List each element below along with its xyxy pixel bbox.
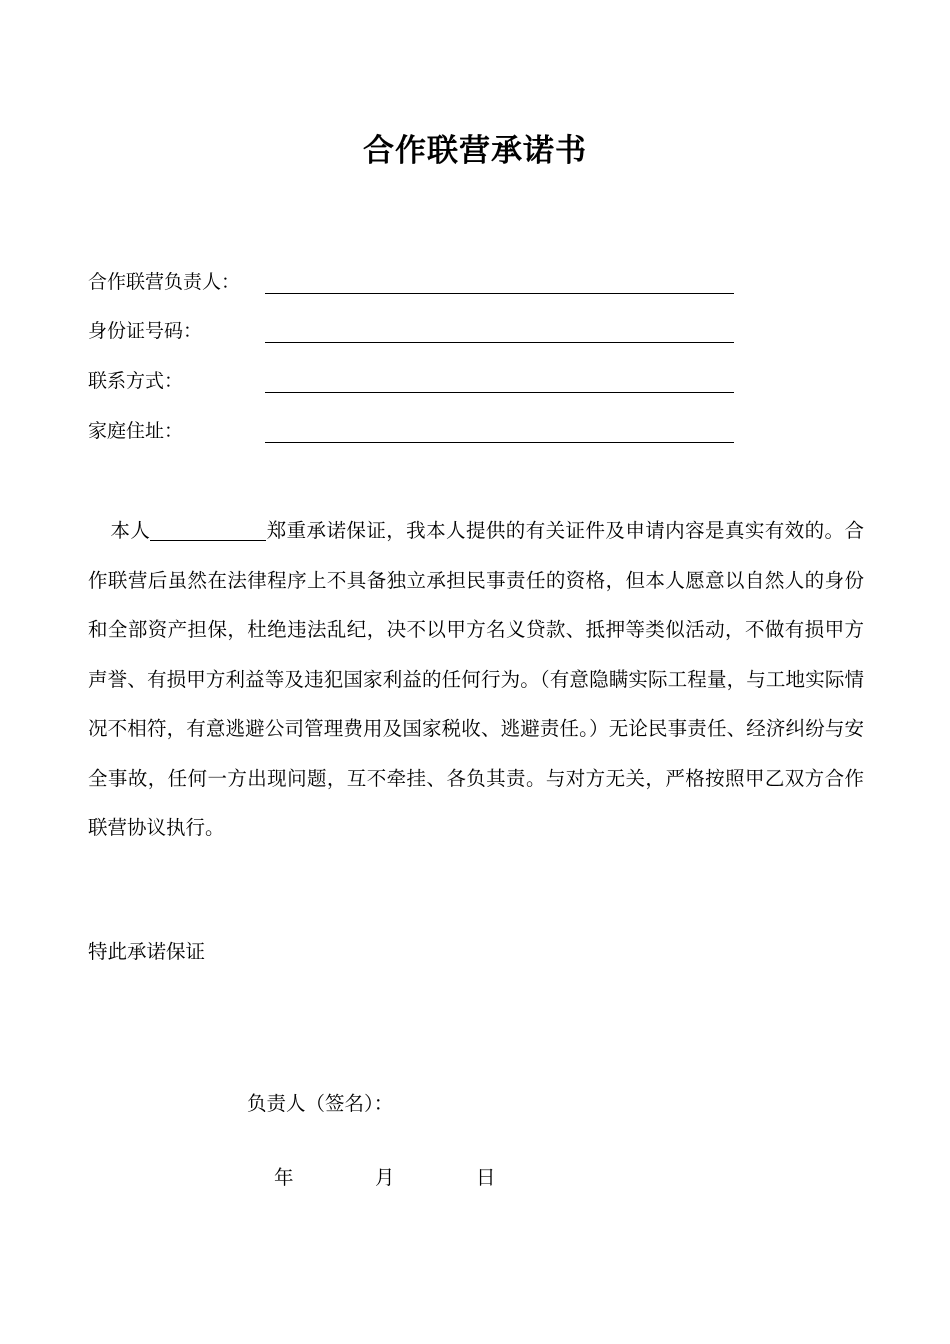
date-day: 日: [476, 1166, 496, 1189]
field-label: 合作联营负责人：: [88, 271, 241, 293]
field-label: 家庭住址：: [88, 420, 184, 442]
field-label: 联系方式：: [88, 370, 184, 392]
fill-in-line[interactable]: [265, 342, 734, 343]
field-contact: [88, 366, 738, 396]
field-home-address: [88, 416, 738, 446]
commitment-paragraph: [88, 506, 864, 853]
field-id-number: [88, 316, 738, 346]
date-year: 年: [274, 1166, 294, 1189]
document-title: 合作联营承诺书: [363, 133, 587, 169]
date-month: 月: [375, 1166, 395, 1189]
name-blank-line[interactable]: [150, 518, 266, 541]
signature-label: 负责人（签名）：: [247, 1092, 394, 1115]
fill-in-line[interactable]: [265, 392, 734, 393]
field-label: 身份证号码：: [88, 320, 203, 342]
fill-in-line[interactable]: [265, 293, 734, 294]
closing-statement: 特此承诺保证: [88, 940, 206, 963]
paragraph-text: 郑重承诺保证，我本人提供的有关证件及申请内容是真实有效的。合作联营后虽然在法律程序上不具备独立承担民事责任的资格，但本人愿意以自然人的身份和全部资产担保，杜绝违法乱纪，决不以甲方名义贷款、抵押等类似活动，不做有损甲方声誉、有损甲方利益等及违犯国家利益的任何行为。（有意隐瞒实际工程量，与工地实际情况不相符，有意逃避公司管理费用及国家税收、逃避责任。）无论民事责任、经济纠纷与安全事故，任何一方出现问题，互不牵挂、各负其责。与对方无关，严格按照甲乙双方合作联营协议执行。: [88, 519, 864, 839]
fill-in-line[interactable]: [265, 442, 734, 443]
paragraph-prefix: 本人: [110, 519, 151, 542]
field-responsible-person: [88, 267, 738, 297]
